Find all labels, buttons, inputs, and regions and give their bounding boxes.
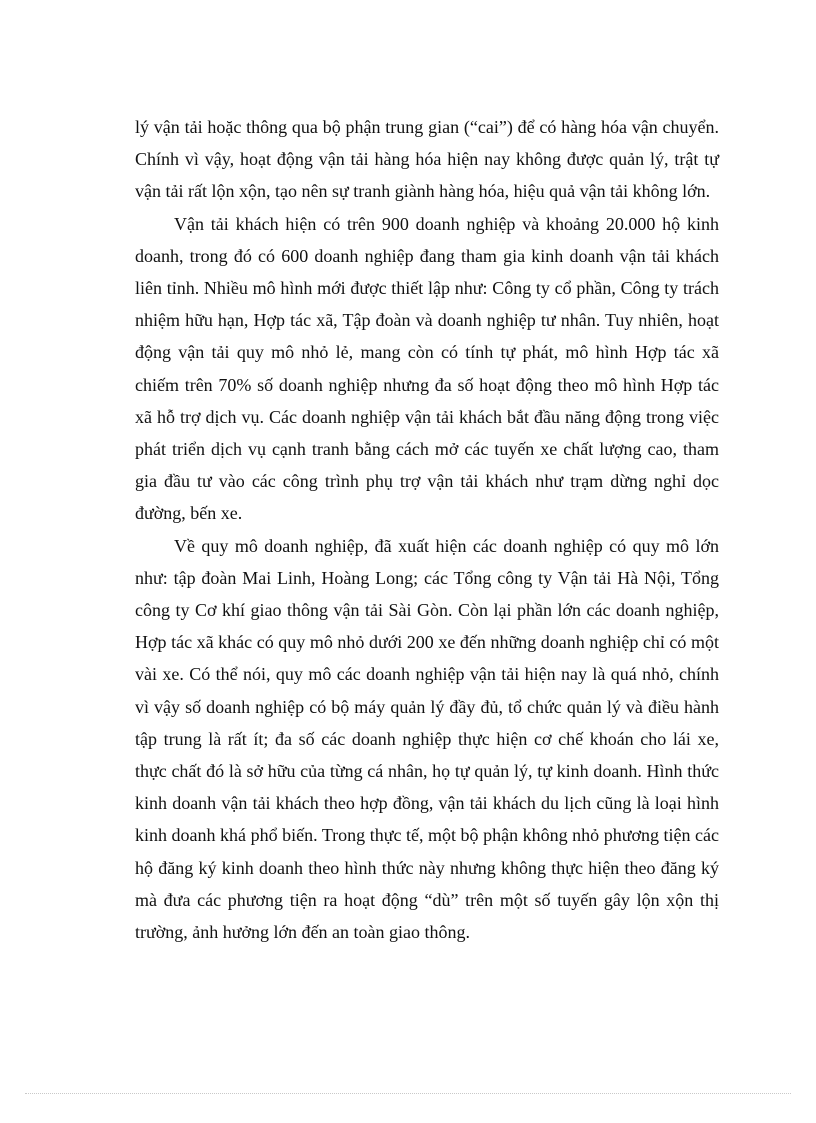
footer-divider bbox=[25, 1093, 791, 1094]
paragraph-enterprise-scale: Về quy mô doanh nghiệp, đã xuất hiện các doanh nghiệp có quy mô lớn như: tập đoàn Mai Linh, Hoàng Long; các Tổng công ty Vận tải Hà Nội, Tổng công ty Cơ khí giao thông vận tải Sài Gòn. Còn lại phần lớn các doanh nghiệp, Hợp tác xã khác có quy mô nhỏ dưới 200 xe đến những doanh nghiệp chỉ có một vài xe. Có thể nói, quy mô các doanh nghiệp vận tải hiện nay là quá nhỏ, chính vì vậy số doanh nghiệp có bộ máy quản lý đầy đủ, tổ chức quản lý và điều hành tập trung là rất ít; đa số các doanh nghiệp thực hiện cơ chế khoán cho lái xe, thực chất đó là sở hữu của từng cá nhân, họ tự quản lý, tự kinh doanh. Hình thức kinh doanh vận tải khách theo hợp đồng, vận tải khách du lịch cũng là loại hình kinh doanh khá phổ biến. Trong thực tế, một bộ phận không nhỏ phương tiện các hộ đăng ký kinh doanh theo hình thức này nhưng không thực hiện theo đăng ký mà đưa các phương tiện ra hoạt động “dù” trên một số tuyến gây lộn xộn thị trường, ảnh hưởng lớn đến an toàn giao thông. bbox=[135, 535, 719, 943]
paragraph-continuation: lý vận tải hoặc thông qua bộ phận trung gian (“cai”) để có hàng hóa vận chuyển. Chính vì vậy, hoạt động vận tải hàng hóa hiện nay không được quản lý, trật tự vận tải rất lộn xộn, tạo nên sự tranh giành hàng hóa, hiệu quả vận tải không lớn. bbox=[135, 117, 719, 202]
paragraph-passenger-transport: Vận tải khách hiện có trên 900 doanh nghiệp và khoảng 20.000 hộ kinh doanh, trong đó có 600 doanh nghiệp đang tham gia kinh doanh vận tải khách liên tỉnh. Nhiều mô hình mới được thiết lập như: Công ty cổ phần, Công ty trách nhiệm hữu hạn, Hợp tác xã, Tập đoàn và doanh nghiệp tư nhân. Tuy nhiên, hoạt động vận tải quy mô nhỏ lẻ, mang còn có tính tự phát, mô hình Hợp tác xã chiếm trên 70% số doanh nghiệp nhưng đa số hoạt động theo mô hình Hợp tác xã hỗ trợ dịch vụ. Các doanh nghiệp vận tải khách bắt đầu năng động trong việc phát triển dịch vụ cạnh tranh bằng cách mở các tuyến xe chất lượng cao, tham gia đầu tư vào các công trình phụ trợ vận tải khách như trạm dừng nghỉ dọc đường, bến xe. bbox=[135, 213, 719, 524]
body-text bbox=[135, 111, 719, 948]
